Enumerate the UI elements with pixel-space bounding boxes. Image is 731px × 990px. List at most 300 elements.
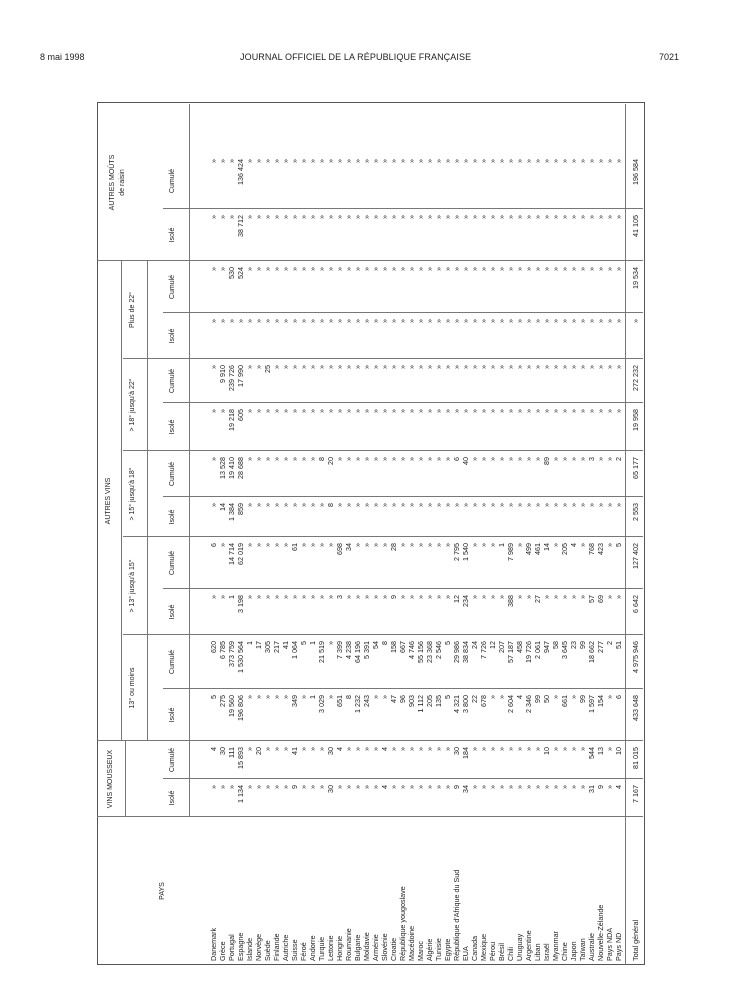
total-value: 6 642 — [631, 595, 640, 613]
cell-value: » — [380, 319, 389, 323]
cell-value: » — [488, 159, 497, 163]
cell-value: » — [506, 747, 515, 751]
cell-value: 349 — [290, 695, 299, 707]
table-row — [515, 102, 524, 965]
cell-value: » — [299, 785, 308, 789]
country-name: Andorre — [308, 935, 317, 961]
cell-value: 1 — [227, 595, 236, 599]
cell-value: » — [308, 215, 317, 219]
cell-value: 23 — [569, 641, 578, 649]
cell-value: » — [254, 409, 263, 413]
cell-value: » — [245, 457, 254, 461]
cell-value: » — [209, 215, 218, 219]
cell-value: » — [371, 365, 380, 369]
cell-value: » — [578, 159, 587, 163]
cell-value: » — [317, 503, 326, 507]
country-name: Nouvelle-Zélande — [596, 904, 605, 961]
cell-value: » — [281, 409, 290, 413]
cell-value: » — [326, 215, 335, 219]
cell-value: » — [479, 215, 488, 219]
country-name: Chine — [560, 942, 569, 961]
cell-value: » — [515, 595, 524, 599]
cell-value: » — [389, 365, 398, 369]
cell-value: » — [425, 215, 434, 219]
total-value: 127 402 — [631, 543, 640, 569]
cell-value: 388 — [506, 595, 515, 607]
total-value: 65 177 — [631, 457, 640, 479]
cell-value: 2 346 — [524, 695, 533, 713]
cell-value: » — [515, 365, 524, 369]
cell-value: 6 785 — [218, 641, 227, 659]
table-row — [596, 102, 605, 965]
cell-value: 277 — [596, 641, 605, 653]
cell-value: » — [479, 457, 488, 461]
cell-value: » — [227, 785, 236, 789]
cell-value: » — [272, 365, 281, 369]
cell-value: » — [362, 503, 371, 507]
cell-value: 1 384 — [227, 503, 236, 521]
cell-value: » — [371, 215, 380, 219]
cell-value: » — [596, 503, 605, 507]
cell-value: » — [398, 159, 407, 163]
cell-value: » — [344, 159, 353, 163]
cell-value: » — [560, 457, 569, 461]
cell-value: » — [281, 319, 290, 323]
cell-value: » — [587, 215, 596, 219]
cell-value: 1 112 — [416, 695, 425, 713]
cumule-heading: Cumulé — [169, 368, 176, 394]
cell-value: » — [542, 365, 551, 369]
cell-value: » — [605, 267, 614, 271]
cell-value: » — [353, 595, 362, 599]
cell-value: » — [416, 785, 425, 789]
cell-value: » — [281, 503, 290, 507]
cell-value: 34 — [461, 785, 470, 793]
cell-value: » — [407, 785, 416, 789]
cell-value: » — [551, 409, 560, 413]
cell-value: » — [254, 159, 263, 163]
cell-value: » — [479, 267, 488, 271]
cell-value: » — [290, 319, 299, 323]
cell-value: 947 — [542, 641, 551, 653]
cell-value: » — [614, 267, 623, 271]
cell-value: » — [326, 365, 335, 369]
table-row — [371, 102, 380, 965]
cell-value: 207 — [497, 641, 506, 653]
row-rule — [625, 104, 626, 965]
cell-value: » — [569, 785, 578, 789]
cell-value: » — [560, 409, 569, 413]
country-name: Uruguay — [515, 933, 524, 961]
cell-value: » — [497, 595, 506, 599]
cell-value: » — [443, 543, 452, 547]
cell-value: » — [245, 747, 254, 751]
cell-value: » — [317, 215, 326, 219]
country-name: Macédoine — [407, 925, 416, 961]
cell-value: 4 — [380, 747, 389, 751]
cell-value: » — [245, 319, 254, 323]
cell-value: » — [344, 365, 353, 369]
cell-value: » — [245, 543, 254, 547]
cell-value: 21 519 — [317, 641, 326, 663]
cell-value: 8 — [326, 503, 335, 507]
autres-mouts-subheading: de raisin — [119, 169, 126, 196]
cumule-heading: Cumulé — [169, 168, 176, 194]
cell-value: 25 — [263, 365, 272, 373]
table-row — [389, 102, 398, 965]
cell-value: 55 156 — [416, 641, 425, 663]
cell-value: » — [281, 457, 290, 461]
total-value: 7 167 — [631, 785, 640, 803]
table-row — [605, 102, 614, 965]
cell-value: » — [614, 503, 623, 507]
cell-value: 3 — [587, 457, 596, 461]
cell-value: » — [614, 595, 623, 599]
cell-value: » — [434, 365, 443, 369]
cell-value: » — [605, 159, 614, 163]
cell-value: 4 321 — [452, 695, 461, 713]
cell-value: » — [335, 409, 344, 413]
table-row — [542, 102, 551, 965]
cell-value: » — [407, 503, 416, 507]
cell-value: 34 — [344, 543, 353, 551]
country-name: Espagne — [236, 932, 245, 961]
cell-value: » — [497, 365, 506, 369]
cell-value: 27 — [533, 595, 542, 603]
country-name: Pays NDA — [605, 927, 614, 961]
cell-value: » — [479, 747, 488, 751]
cell-value: » — [497, 695, 506, 699]
table-row — [461, 102, 470, 965]
cell-value: » — [416, 503, 425, 507]
cell-value: » — [380, 159, 389, 163]
cell-value: » — [344, 785, 353, 789]
country-name: Slovénie — [380, 933, 389, 961]
cell-value: » — [407, 409, 416, 413]
cell-value: » — [515, 543, 524, 547]
table-row — [452, 102, 461, 965]
cell-value: 8 — [344, 695, 353, 699]
cell-value: » — [443, 365, 452, 369]
cell-value: » — [542, 267, 551, 271]
table-row — [209, 102, 218, 965]
cell-value: » — [524, 365, 533, 369]
cell-value: » — [263, 267, 272, 271]
cell-value: 31 — [587, 785, 596, 793]
cell-value: » — [560, 159, 569, 163]
cell-value: » — [452, 503, 461, 507]
cell-value: » — [227, 215, 236, 219]
cell-value: 54 — [371, 641, 380, 649]
cell-value: » — [533, 267, 542, 271]
cell-value: » — [479, 785, 488, 789]
cell-value: » — [308, 503, 317, 507]
cell-value: » — [434, 319, 443, 323]
cell-value: » — [380, 695, 389, 699]
table-row — [434, 102, 443, 965]
page-number: 7021 — [658, 52, 679, 62]
cell-value: » — [335, 457, 344, 461]
cell-value: » — [434, 595, 443, 599]
country-name: Argentine — [524, 930, 533, 961]
cell-value: » — [569, 595, 578, 599]
cell-value: » — [263, 595, 272, 599]
cell-value: » — [452, 409, 461, 413]
cell-value: » — [245, 595, 254, 599]
cell-value: » — [524, 319, 533, 323]
cell-value: 19 218 — [227, 409, 236, 431]
cell-value: 4 — [380, 785, 389, 789]
cell-value: » — [425, 747, 434, 751]
cell-value: » — [308, 457, 317, 461]
cell-value: 17 990 — [236, 365, 245, 387]
cell-value: » — [488, 457, 497, 461]
cell-value: » — [263, 409, 272, 413]
cell-value: » — [497, 503, 506, 507]
cell-value: 69 — [596, 595, 605, 603]
cell-value: 38 712 — [236, 215, 245, 237]
cell-value: » — [506, 785, 515, 789]
cell-value: » — [236, 319, 245, 323]
cell-value: » — [353, 785, 362, 789]
cell-value: » — [515, 319, 524, 323]
cell-value: 41 — [290, 747, 299, 755]
cell-value: » — [398, 457, 407, 461]
cell-value: 5 — [614, 543, 623, 547]
cell-value: » — [317, 159, 326, 163]
cell-value: » — [434, 543, 443, 547]
cell-value: 1 530 564 — [236, 641, 245, 673]
cell-value: » — [470, 267, 479, 271]
cell-value: » — [353, 267, 362, 271]
cell-value: » — [542, 503, 551, 507]
cell-value: » — [218, 785, 227, 789]
cell-value: » — [254, 267, 263, 271]
cell-value: » — [434, 409, 443, 413]
cell-value: » — [398, 503, 407, 507]
cell-value: » — [326, 641, 335, 645]
cell-value: 196 806 — [236, 695, 245, 721]
cell-value: » — [614, 319, 623, 323]
cell-value: » — [479, 543, 488, 547]
cell-value: » — [272, 267, 281, 271]
cell-value: 30 — [326, 747, 335, 755]
cell-value: » — [218, 159, 227, 163]
isole-heading: Isolé — [169, 509, 176, 525]
cell-value: » — [524, 747, 533, 751]
cell-value: » — [470, 319, 479, 323]
cell-value: » — [317, 785, 326, 789]
cell-value: 154 — [596, 695, 605, 707]
cell-value: » — [605, 409, 614, 413]
cell-value: 499 — [524, 543, 533, 555]
total-value: 41 105 — [631, 215, 640, 237]
cell-value: 57 — [587, 595, 596, 603]
cell-value: » — [569, 215, 578, 219]
cell-value: » — [560, 215, 569, 219]
cell-value: » — [335, 365, 344, 369]
cell-value: » — [497, 409, 506, 413]
cell-value: » — [290, 267, 299, 271]
cell-value: 373 759 — [227, 641, 236, 667]
total-value: 2 553 — [631, 503, 640, 521]
cell-value: » — [578, 409, 587, 413]
cell-value: » — [479, 409, 488, 413]
cell-value: » — [605, 319, 614, 323]
row-rule — [125, 741, 126, 817]
cell-value: 89 — [542, 457, 551, 465]
cell-value: » — [362, 319, 371, 323]
cell-value: » — [461, 267, 470, 271]
cell-value: » — [470, 503, 479, 507]
cell-value: » — [299, 695, 308, 699]
cell-value: » — [299, 319, 308, 323]
cell-value: » — [308, 543, 317, 547]
cell-value: » — [605, 747, 614, 751]
table-row — [326, 102, 335, 965]
cell-value: » — [578, 747, 587, 751]
cell-value: » — [416, 543, 425, 547]
cell-value: » — [524, 267, 533, 271]
cell-value: » — [290, 503, 299, 507]
cell-value: » — [335, 785, 344, 789]
cell-value: » — [470, 785, 479, 789]
cell-value: » — [263, 747, 272, 751]
cell-value: » — [218, 319, 227, 323]
isole-heading: Isolé — [169, 790, 176, 806]
cell-value: » — [326, 267, 335, 271]
cell-value: » — [371, 457, 380, 461]
cell-value: » — [398, 215, 407, 219]
cell-value: » — [443, 747, 452, 751]
cell-value: » — [578, 503, 587, 507]
cell-value: » — [506, 159, 515, 163]
country-name: Norvège — [254, 933, 263, 961]
cell-value: 530 — [227, 267, 236, 279]
cell-value: » — [218, 595, 227, 599]
table-row — [245, 102, 254, 965]
cell-value: » — [479, 595, 488, 599]
cell-value: » — [326, 595, 335, 599]
cell-value: » — [209, 785, 218, 789]
cell-value: » — [569, 365, 578, 369]
cell-value: » — [605, 215, 614, 219]
total-label: Total général — [631, 919, 640, 961]
cell-value: » — [452, 365, 461, 369]
cell-value: » — [434, 503, 443, 507]
cell-value: » — [209, 457, 218, 461]
cell-value: » — [326, 409, 335, 413]
cell-value: » — [569, 503, 578, 507]
cell-value: » — [569, 457, 578, 461]
cell-value: » — [452, 215, 461, 219]
cell-value: 10 — [614, 747, 623, 755]
total-value: » — [631, 319, 640, 323]
table-row — [335, 102, 344, 965]
cell-value: » — [398, 543, 407, 547]
cell-value: » — [335, 503, 344, 507]
cell-value: » — [551, 365, 560, 369]
cell-value: » — [299, 747, 308, 751]
cell-value: » — [308, 319, 317, 323]
page-date: 8 mai 1998 — [40, 52, 85, 62]
country-name: Arménie — [371, 934, 380, 961]
cell-value: 4 — [209, 747, 218, 751]
cell-value: » — [335, 159, 344, 163]
cell-value: » — [524, 409, 533, 413]
cell-value: » — [506, 215, 515, 219]
cell-value: » — [317, 267, 326, 271]
cell-value: » — [380, 457, 389, 461]
cell-value: » — [434, 159, 443, 163]
cell-value: » — [362, 747, 371, 751]
cell-value: » — [506, 365, 515, 369]
cell-value: » — [470, 543, 479, 547]
row-rule — [147, 261, 148, 741]
cell-value: » — [443, 503, 452, 507]
statistics-table — [97, 102, 645, 965]
cell-value: 3 — [335, 595, 344, 599]
cell-value: » — [461, 319, 470, 323]
country-name: Maroc — [416, 941, 425, 961]
cell-value: 13 — [596, 747, 605, 755]
country-name: Lettonie — [326, 935, 335, 961]
cell-value: » — [587, 319, 596, 323]
cell-value: » — [461, 409, 470, 413]
cell-value: » — [272, 457, 281, 461]
cell-value: » — [533, 409, 542, 413]
pays-heading: PAYS — [159, 882, 166, 900]
cell-value: » — [551, 457, 560, 461]
cell-value: » — [245, 503, 254, 507]
cell-value: » — [587, 159, 596, 163]
cell-value: » — [479, 365, 488, 369]
cell-value: 1 — [497, 543, 506, 547]
cell-value: » — [380, 215, 389, 219]
cell-value: » — [290, 457, 299, 461]
cell-value: 64 196 — [353, 641, 362, 663]
isole-heading: Isolé — [169, 419, 176, 435]
table-row — [470, 102, 479, 965]
cumule-heading: Cumulé — [169, 550, 176, 576]
table-row — [407, 102, 416, 965]
cell-value: » — [380, 409, 389, 413]
cell-value: » — [362, 457, 371, 461]
country-name: Suède — [263, 940, 272, 961]
country-name: Australie — [587, 933, 596, 961]
table-row — [272, 102, 281, 965]
table-row — [578, 102, 587, 965]
total-value: 196 584 — [631, 159, 640, 185]
table-row — [533, 102, 542, 965]
cell-value: 275 — [218, 695, 227, 707]
country-name: Portugal — [227, 934, 236, 961]
cell-value: » — [578, 595, 587, 599]
cell-value: » — [317, 319, 326, 323]
cell-value: 50 — [542, 695, 551, 703]
cell-value: » — [416, 595, 425, 599]
cell-value: 1 064 — [290, 641, 299, 659]
cell-value: » — [488, 267, 497, 271]
cell-value: » — [443, 319, 452, 323]
cell-value: » — [254, 215, 263, 219]
cell-value: » — [209, 319, 218, 323]
cell-value: » — [290, 365, 299, 369]
table-row — [227, 102, 236, 965]
cell-value: » — [551, 267, 560, 271]
cell-value: » — [497, 457, 506, 461]
table-row — [506, 102, 515, 965]
